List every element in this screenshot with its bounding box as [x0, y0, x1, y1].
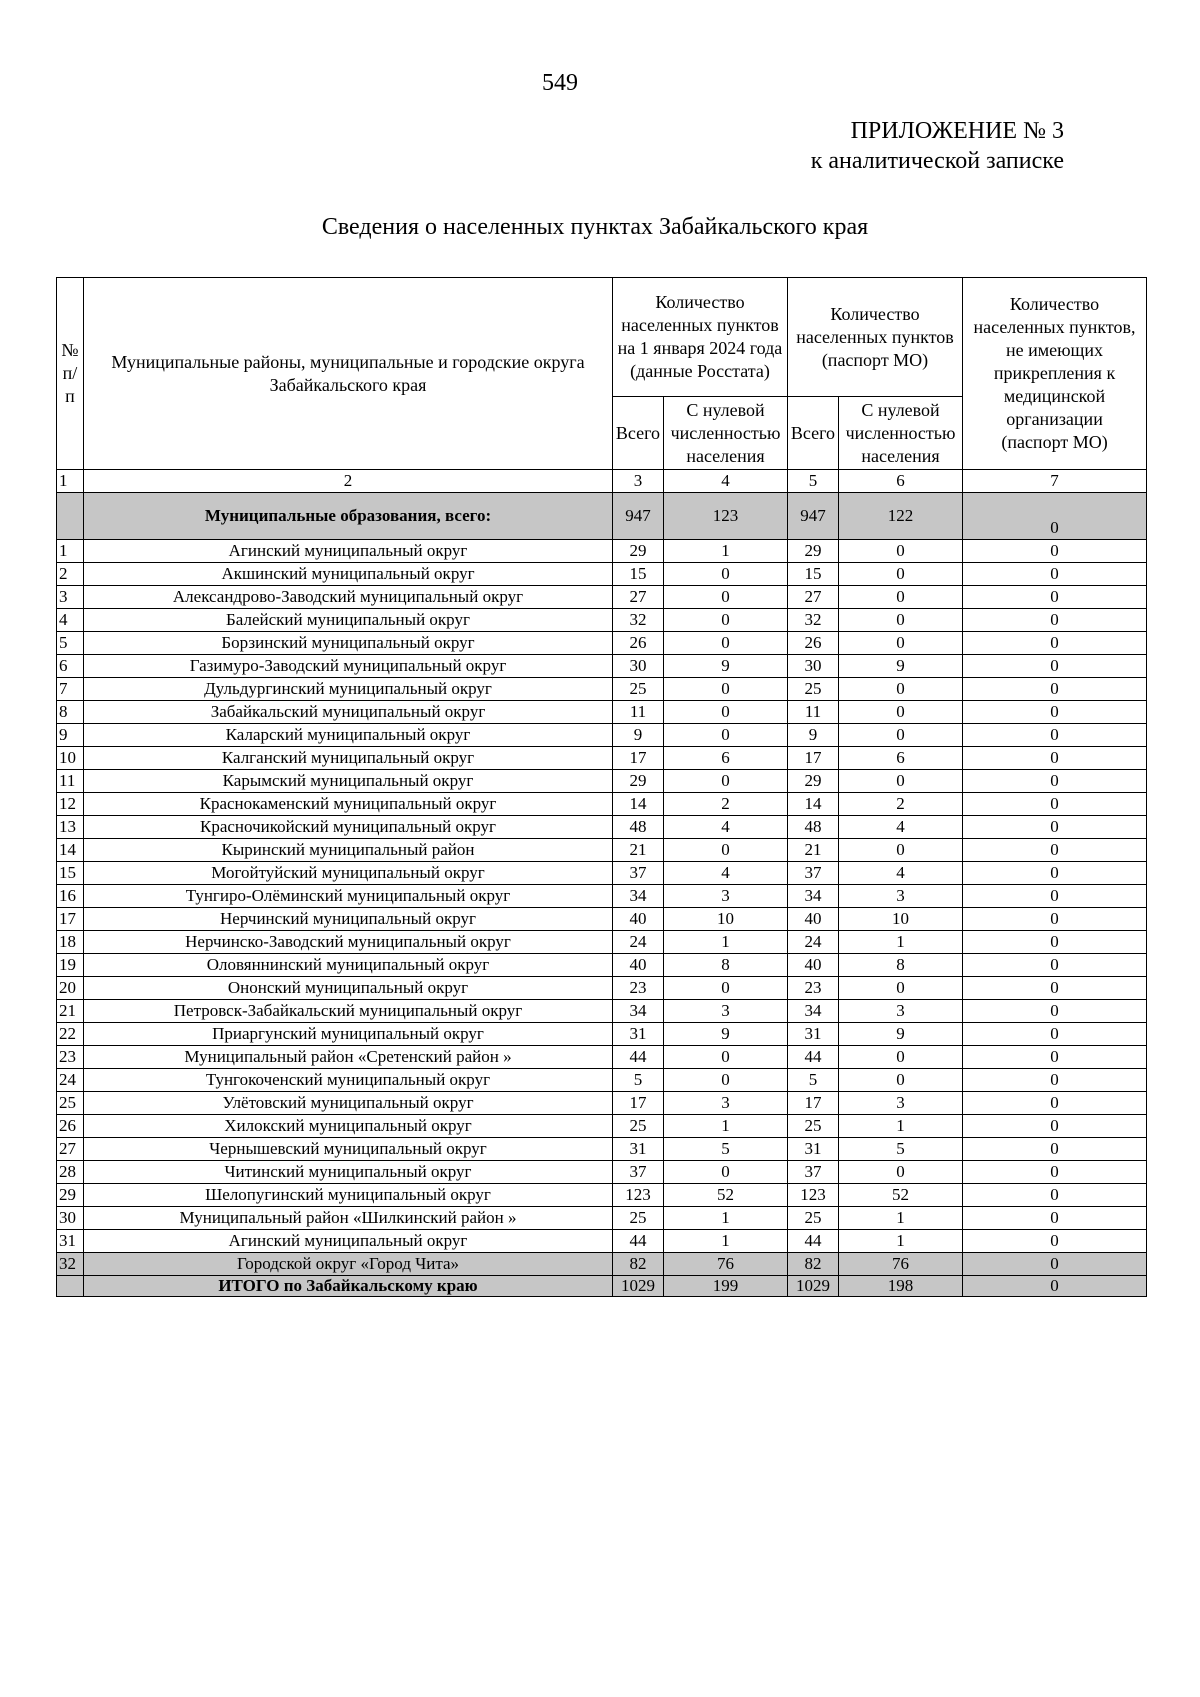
table-row: [57, 1161, 1147, 1184]
rosstat-total: 48: [613, 816, 664, 839]
passport-zero: 2: [839, 793, 963, 816]
table-row: [57, 1138, 1147, 1161]
municipality-name: Газимуро-Заводский муниципальный округ: [84, 655, 613, 678]
rosstat-total: 25: [613, 1207, 664, 1230]
municipality-name: Борзинский муниципальный округ: [84, 632, 613, 655]
rosstat-zero: 76: [664, 1253, 788, 1276]
rosstat-zero: 0: [664, 839, 788, 862]
table-row: [57, 747, 1147, 770]
rosstat-total: 34: [613, 1000, 664, 1023]
rosstat-zero: 0: [664, 609, 788, 632]
row-number: 17: [57, 908, 84, 931]
municipality-name: Карымский муниципальный округ: [84, 770, 613, 793]
rosstat-total: 82: [613, 1253, 664, 1276]
rosstat-zero: 3: [664, 1000, 788, 1023]
passport-zero: 0: [839, 678, 963, 701]
passport-zero: 1: [839, 1230, 963, 1253]
municipality-name: Ононский муниципальный округ: [84, 977, 613, 1000]
no-med-count: 0: [963, 632, 1147, 655]
rosstat-zero: 4: [664, 862, 788, 885]
passport-total: 11: [788, 701, 839, 724]
municipality-name: Александрово-Заводский муниципальный округ: [84, 586, 613, 609]
no-med-count: 0: [963, 747, 1147, 770]
summary-c4: 123: [664, 493, 788, 540]
header-name: Муниципальные районы, муниципальные и городские округа Забайкальского края: [84, 278, 613, 470]
table-row: [57, 563, 1147, 586]
municipality-name: Тунгиро-Олёминский муниципальный округ: [84, 885, 613, 908]
rosstat-total: 29: [613, 770, 664, 793]
rosstat-zero: 0: [664, 1046, 788, 1069]
no-med-count: 0: [963, 862, 1147, 885]
column-number: 3: [613, 470, 664, 493]
rosstat-total: 9: [613, 724, 664, 747]
row-number: 18: [57, 931, 84, 954]
passport-total: 27: [788, 586, 839, 609]
total-row: [57, 1276, 1147, 1297]
column-number: 1: [57, 470, 84, 493]
passport-zero: 0: [839, 1069, 963, 1092]
header-passport-total: Всего: [788, 397, 839, 470]
no-med-count: 0: [963, 678, 1147, 701]
rosstat-total: 123: [613, 1184, 664, 1207]
column-number-row: [57, 470, 1147, 493]
municipality-name: Каларский муниципальный округ: [84, 724, 613, 747]
row-number: 23: [57, 1046, 84, 1069]
passport-zero: 1: [839, 1207, 963, 1230]
no-med-count: 0: [963, 839, 1147, 862]
passport-zero: 1: [839, 1115, 963, 1138]
rosstat-zero: 0: [664, 586, 788, 609]
passport-zero: 76: [839, 1253, 963, 1276]
rosstat-total: 32: [613, 609, 664, 632]
document-title: Сведения о населенных пунктах Забайкальского края: [321, 214, 869, 240]
passport-total: 29: [788, 770, 839, 793]
no-med-count: 0: [963, 931, 1147, 954]
header-passport: Количество населенных пунктов (паспорт МО): [788, 278, 963, 397]
appendix-header: [811, 116, 1064, 176]
rosstat-total: 37: [613, 862, 664, 885]
rosstat-zero: 0: [664, 1161, 788, 1184]
passport-zero: 10: [839, 908, 963, 931]
passport-total: 31: [788, 1138, 839, 1161]
table-row: [57, 908, 1147, 931]
rosstat-zero: 0: [664, 632, 788, 655]
rosstat-zero: 52: [664, 1184, 788, 1207]
header-rosstat-total: Всего: [613, 397, 664, 470]
row-number: 1: [57, 540, 84, 563]
passport-total: 30: [788, 655, 839, 678]
header-row-top: [57, 278, 1147, 397]
table-row: [57, 540, 1147, 563]
rosstat-zero: 3: [664, 885, 788, 908]
table-row: [57, 701, 1147, 724]
municipality-name: Нерчинский муниципальный округ: [84, 908, 613, 931]
municipality-name: Кыринский муниципальный район: [84, 839, 613, 862]
rosstat-total: 34: [613, 885, 664, 908]
rosstat-total: 30: [613, 655, 664, 678]
header-rosstat-zero: С нулевой численностью населения: [664, 397, 788, 470]
row-number: 21: [57, 1000, 84, 1023]
no-med-count: 0: [963, 724, 1147, 747]
passport-zero: 52: [839, 1184, 963, 1207]
row-number: 8: [57, 701, 84, 724]
total-num: [57, 1276, 84, 1297]
passport-zero: 8: [839, 954, 963, 977]
municipality-name: Красночикойский муниципальный округ: [84, 816, 613, 839]
no-med-count: 0: [963, 793, 1147, 816]
municipality-name: Петровск-Забайкальский муниципальный округ: [84, 1000, 613, 1023]
appendix-line-2: к аналитической записке: [810, 148, 1064, 174]
table-row: [57, 1069, 1147, 1092]
table-row: [57, 1207, 1147, 1230]
no-med-count: 0: [963, 1046, 1147, 1069]
rosstat-zero: 2: [664, 793, 788, 816]
table-row: [57, 1184, 1147, 1207]
no-med-count: 0: [963, 655, 1147, 678]
passport-total: 24: [788, 931, 839, 954]
table-row: [57, 816, 1147, 839]
row-number: 6: [57, 655, 84, 678]
summary-c5: 947: [788, 493, 839, 540]
passport-total: 25: [788, 1207, 839, 1230]
passport-zero: 0: [839, 977, 963, 1000]
table-row: [57, 977, 1147, 1000]
passport-total: 23: [788, 977, 839, 1000]
passport-total: 40: [788, 954, 839, 977]
table-row: [57, 839, 1147, 862]
row-number: 3: [57, 586, 84, 609]
total-c6: 198: [839, 1276, 963, 1297]
passport-total: 5: [788, 1069, 839, 1092]
passport-zero: 4: [839, 862, 963, 885]
no-med-count: 0: [963, 1138, 1147, 1161]
municipality-name: Агинский муниципальный округ: [84, 540, 613, 563]
passport-total: 29: [788, 540, 839, 563]
header-num: № п/п: [57, 278, 84, 470]
column-number: 7: [963, 470, 1147, 493]
passport-total: 17: [788, 747, 839, 770]
municipality-name: Чернышевский муниципальный округ: [84, 1138, 613, 1161]
no-med-count: 0: [963, 1115, 1147, 1138]
rosstat-total: 27: [613, 586, 664, 609]
table-row: [57, 862, 1147, 885]
no-med-count: 0: [963, 770, 1147, 793]
total-c4: 199: [664, 1276, 788, 1297]
column-number: 6: [839, 470, 963, 493]
no-med-count: 0: [963, 1253, 1147, 1276]
row-number: 13: [57, 816, 84, 839]
passport-zero: 0: [839, 563, 963, 586]
no-med-count: 0: [963, 1184, 1147, 1207]
no-med-count: 0: [963, 540, 1147, 563]
rosstat-total: 44: [613, 1230, 664, 1253]
table-row: [57, 770, 1147, 793]
row-number: 20: [57, 977, 84, 1000]
rosstat-zero: 3: [664, 1092, 788, 1115]
row-number: 27: [57, 1138, 84, 1161]
rosstat-zero: 5: [664, 1138, 788, 1161]
passport-total: 37: [788, 1161, 839, 1184]
municipality-name: Улётовский муниципальный округ: [84, 1092, 613, 1115]
rosstat-zero: 0: [664, 770, 788, 793]
no-med-count: 0: [963, 816, 1147, 839]
row-number: 15: [57, 862, 84, 885]
rosstat-zero: 9: [664, 655, 788, 678]
passport-zero: 0: [839, 701, 963, 724]
passport-zero: 6: [839, 747, 963, 770]
passport-total: 31: [788, 1023, 839, 1046]
rosstat-total: 21: [613, 839, 664, 862]
rosstat-total: 40: [613, 954, 664, 977]
total-label: ИТОГО по Забайкальскому краю: [84, 1276, 613, 1297]
summary-c3: 947: [613, 493, 664, 540]
municipality-name: Шелопугинский муниципальный округ: [84, 1184, 613, 1207]
no-med-count: 0: [963, 1161, 1147, 1184]
rosstat-zero: 1: [664, 540, 788, 563]
passport-total: 40: [788, 908, 839, 931]
no-med-count: 0: [963, 1023, 1147, 1046]
passport-zero: 5: [839, 1138, 963, 1161]
rosstat-zero: 1: [664, 931, 788, 954]
summary-row: [57, 493, 1147, 540]
passport-total: 26: [788, 632, 839, 655]
row-number: 26: [57, 1115, 84, 1138]
table-row: [57, 931, 1147, 954]
header-no-med: Количество населенных пунктов, не имеющих прикрепления к медицинской организации (паспорт МО): [963, 278, 1147, 470]
municipality-name: Агинский муниципальный округ: [84, 1230, 613, 1253]
municipality-name: Приаргунский муниципальный округ: [84, 1023, 613, 1046]
no-med-count: 0: [963, 609, 1147, 632]
summary-c7: 0: [963, 493, 1147, 540]
passport-total: 32: [788, 609, 839, 632]
rosstat-total: 14: [613, 793, 664, 816]
rosstat-zero: 10: [664, 908, 788, 931]
rosstat-total: 40: [613, 908, 664, 931]
no-med-count: 0: [963, 885, 1147, 908]
passport-zero: 0: [839, 586, 963, 609]
municipality-name: Муниципальный район «Сретенский район »: [84, 1046, 613, 1069]
no-med-count: 0: [963, 1230, 1147, 1253]
no-med-count: 0: [963, 1000, 1147, 1023]
column-number: 5: [788, 470, 839, 493]
table-row: [57, 1023, 1147, 1046]
row-number: 4: [57, 609, 84, 632]
settlements-table: [56, 277, 1147, 1297]
rosstat-total: 25: [613, 1115, 664, 1138]
passport-zero: 0: [839, 609, 963, 632]
passport-total: 9: [788, 724, 839, 747]
rosstat-total: 25: [613, 678, 664, 701]
no-med-count: 0: [963, 977, 1147, 1000]
rosstat-zero: 0: [664, 701, 788, 724]
municipality-name: Краснокаменский муниципальный округ: [84, 793, 613, 816]
row-number: 9: [57, 724, 84, 747]
table-row: [57, 1000, 1147, 1023]
passport-zero: 0: [839, 839, 963, 862]
table-row: [57, 1253, 1147, 1276]
no-med-count: 0: [963, 1207, 1147, 1230]
passport-zero: 0: [839, 632, 963, 655]
row-number: 19: [57, 954, 84, 977]
passport-zero: 0: [839, 724, 963, 747]
passport-total: 21: [788, 839, 839, 862]
rosstat-total: 24: [613, 931, 664, 954]
total-c7: 0: [963, 1276, 1147, 1297]
row-number: 32: [57, 1253, 84, 1276]
passport-total: 123: [788, 1184, 839, 1207]
table-row: [57, 678, 1147, 701]
passport-total: 48: [788, 816, 839, 839]
passport-total: 44: [788, 1230, 839, 1253]
no-med-count: 0: [963, 954, 1147, 977]
rosstat-zero: 0: [664, 678, 788, 701]
row-number: 14: [57, 839, 84, 862]
passport-total: 15: [788, 563, 839, 586]
passport-zero: 0: [839, 540, 963, 563]
rosstat-zero: 8: [664, 954, 788, 977]
passport-total: 34: [788, 885, 839, 908]
passport-total: 25: [788, 1115, 839, 1138]
rosstat-zero: 9: [664, 1023, 788, 1046]
municipality-name: Калганский муниципальный округ: [84, 747, 613, 770]
summary-label: Муниципальные образования, всего:: [84, 493, 613, 540]
passport-zero: 3: [839, 885, 963, 908]
row-number: 24: [57, 1069, 84, 1092]
rosstat-zero: 0: [664, 977, 788, 1000]
rosstat-zero: 1: [664, 1207, 788, 1230]
passport-zero: 0: [839, 1046, 963, 1069]
rosstat-total: 15: [613, 563, 664, 586]
passport-zero: 0: [839, 1161, 963, 1184]
passport-zero: 1: [839, 931, 963, 954]
passport-zero: 4: [839, 816, 963, 839]
column-number: 4: [664, 470, 788, 493]
page-number: 549: [542, 70, 578, 96]
total-c5: 1029: [788, 1276, 839, 1297]
passport-total: 44: [788, 1046, 839, 1069]
rosstat-zero: 1: [664, 1115, 788, 1138]
appendix-line-1: ПРИЛОЖЕНИЕ № 3: [850, 118, 1064, 144]
rosstat-total: 37: [613, 1161, 664, 1184]
passport-zero: 9: [839, 655, 963, 678]
row-number: 11: [57, 770, 84, 793]
row-number: 7: [57, 678, 84, 701]
rosstat-total: 31: [613, 1138, 664, 1161]
table-row: [57, 793, 1147, 816]
municipality-name: Забайкальский муниципальный округ: [84, 701, 613, 724]
passport-zero: 0: [839, 770, 963, 793]
rosstat-zero: 1: [664, 1230, 788, 1253]
summary-c6: 122: [839, 493, 963, 540]
row-number: 31: [57, 1230, 84, 1253]
passport-zero: 9: [839, 1023, 963, 1046]
passport-total: 14: [788, 793, 839, 816]
row-number: 30: [57, 1207, 84, 1230]
table-row: [57, 1046, 1147, 1069]
table-row: [57, 655, 1147, 678]
row-number: 22: [57, 1023, 84, 1046]
no-med-count: 0: [963, 563, 1147, 586]
rosstat-zero: 0: [664, 724, 788, 747]
table-row: [57, 885, 1147, 908]
municipality-name: Городской округ «Город Чита»: [84, 1253, 613, 1276]
passport-total: 17: [788, 1092, 839, 1115]
row-number: 28: [57, 1161, 84, 1184]
rosstat-total: 11: [613, 701, 664, 724]
table-row: [57, 1092, 1147, 1115]
rosstat-total: 31: [613, 1023, 664, 1046]
rosstat-total: 5: [613, 1069, 664, 1092]
passport-zero: 3: [839, 1092, 963, 1115]
municipality-name: Хилокский муниципальный округ: [84, 1115, 613, 1138]
no-med-count: 0: [963, 701, 1147, 724]
no-med-count: 0: [963, 1069, 1147, 1092]
no-med-count: 0: [963, 908, 1147, 931]
row-number: 29: [57, 1184, 84, 1207]
row-number: 10: [57, 747, 84, 770]
rosstat-total: 17: [613, 1092, 664, 1115]
rosstat-total: 17: [613, 747, 664, 770]
municipality-name: Читинский муниципальный округ: [84, 1161, 613, 1184]
row-number: 25: [57, 1092, 84, 1115]
passport-zero: 3: [839, 1000, 963, 1023]
table-row: [57, 724, 1147, 747]
rosstat-zero: 0: [664, 563, 788, 586]
table-row: [57, 1230, 1147, 1253]
total-c3: 1029: [613, 1276, 664, 1297]
row-number: 16: [57, 885, 84, 908]
rosstat-zero: 4: [664, 816, 788, 839]
municipality-name: Могойтуйский муниципальный округ: [84, 862, 613, 885]
no-med-count: 0: [963, 1092, 1147, 1115]
municipality-name: Оловяннинский муниципальный округ: [84, 954, 613, 977]
passport-total: 34: [788, 1000, 839, 1023]
header-rosstat: Количество населенных пунктов на 1 января 2024 года (данные Росстата): [613, 278, 788, 397]
table-row: [57, 1115, 1147, 1138]
row-number: 2: [57, 563, 84, 586]
row-number: 5: [57, 632, 84, 655]
municipality-name: Дульдургинский муниципальный округ: [84, 678, 613, 701]
rosstat-total: 29: [613, 540, 664, 563]
municipality-name: Тунгокоченский муниципальный округ: [84, 1069, 613, 1092]
table-row: [57, 586, 1147, 609]
rosstat-zero: 6: [664, 747, 788, 770]
table-row: [57, 632, 1147, 655]
table-row: [57, 954, 1147, 977]
row-number: 12: [57, 793, 84, 816]
summary-num: [57, 493, 84, 540]
passport-total: 37: [788, 862, 839, 885]
table-row: [57, 609, 1147, 632]
header-passport-zero: С нулевой численностью населения: [839, 397, 963, 470]
municipality-name: Муниципальный район «Шилкинский район »: [84, 1207, 613, 1230]
rosstat-total: 44: [613, 1046, 664, 1069]
no-med-count: 0: [963, 586, 1147, 609]
rosstat-total: 23: [613, 977, 664, 1000]
rosstat-zero: 0: [664, 1069, 788, 1092]
passport-total: 82: [788, 1253, 839, 1276]
column-number: 2: [84, 470, 613, 493]
municipality-name: Нерчинско-Заводский муниципальный округ: [84, 931, 613, 954]
municipality-name: Акшинский муниципальный округ: [84, 563, 613, 586]
passport-total: 25: [788, 678, 839, 701]
municipality-name: Балейский муниципальный округ: [84, 609, 613, 632]
rosstat-total: 26: [613, 632, 664, 655]
